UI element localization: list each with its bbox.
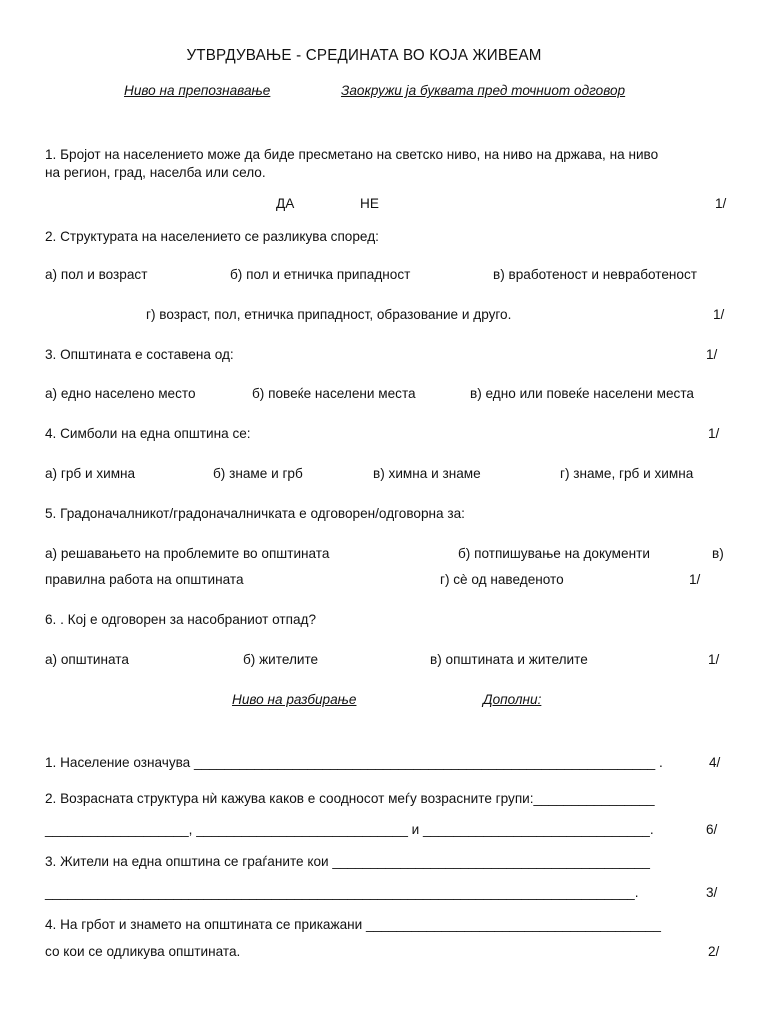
q6-points: 1/ — [708, 652, 720, 667]
q1-text-line1: 1. Бројот на населението може да биде пресметано на светско ниво, на ниво на држава, на ниво — [45, 147, 659, 162]
q1-option-no: НЕ — [360, 196, 379, 211]
q1-option-yes: ДА — [276, 196, 295, 211]
q6-option-b: б) жителите — [243, 652, 319, 667]
q3-option-b: б) повеќе населени места — [252, 386, 416, 401]
f2-points: 6/ — [706, 822, 718, 837]
q4-option-a: а) грб и химна — [45, 466, 136, 481]
f3-line1: 3. Жители на една општина се граѓаните кои __________________________________________ — [45, 854, 650, 869]
q3-option-a: а) едно населено место — [45, 386, 196, 401]
f4-points: 2/ — [708, 944, 720, 959]
f2-line1: 2. Возрасната структура нѝ кажува каков е соодносот меѓу возрасните групи:________________ — [45, 791, 655, 806]
q5-option-c-text: правилна работа на општината — [45, 572, 244, 587]
q6-option-a: а) општината — [45, 652, 129, 667]
f4-line1: 4. На грбот и знамето на општината се прикажани _______________________________________ — [45, 917, 661, 932]
f3-points: 3/ — [706, 885, 718, 900]
q5-option-d: г) сè од наведеното — [440, 572, 564, 587]
q5-points: 1/ — [689, 572, 701, 587]
section1-level: Ниво на препознавање — [124, 83, 271, 98]
q5-option-b: б) потпишување на документи — [458, 546, 650, 561]
q6-option-c: в) општината и жителите — [430, 652, 588, 667]
section1-instruction: Заокружи ја буквата пред точниот одговор — [341, 83, 626, 98]
section2-instruction: Дополни: — [483, 692, 542, 707]
q2-text: 2. Структурата на населението се разликува според: — [45, 229, 379, 244]
q4-option-d: г) знаме, грб и химна — [560, 466, 694, 481]
q3-points: 1/ — [706, 347, 718, 362]
q6-text: 6. . Кој е одговорен за насобраниот отпад? — [45, 612, 317, 627]
f4-line2: со кои се одликува општината. — [45, 944, 241, 959]
q1-points: 1/ — [715, 196, 727, 211]
q2-option-c: в) вработеност и невработеност — [493, 267, 697, 282]
q5-option-c-prefix: в) — [712, 546, 724, 561]
q4-option-c: в) химна и знаме — [373, 466, 481, 481]
q4-option-b: б) знаме и грб — [213, 466, 303, 481]
q2-option-d: г) возраст, пол, етничка припадност, образование и друго. — [146, 307, 512, 322]
page-title: УТВРДУВАЊЕ - СРЕДИНАТА ВО КОЈА ЖИВЕАМ — [186, 47, 542, 64]
q3-text: 3. Општината е составена од: — [45, 347, 234, 362]
q4-points: 1/ — [708, 426, 720, 441]
q5-option-a: а) решавањето на проблемите во општината — [45, 546, 330, 561]
q3-option-c: в) едно или повеќе населени места — [470, 386, 694, 401]
q1-text-line2: на регион, град, населба или село. — [45, 165, 266, 180]
q2-points: 1/ — [713, 307, 725, 322]
q5-text: 5. Градоначалникот/градоначалничката е одговорен/одговорна за: — [45, 506, 465, 521]
f1-text: 1. Население означува _____________________________________________________________ . — [45, 755, 663, 770]
section2-level: Ниво на разбирање — [232, 692, 357, 707]
f1-points: 4/ — [709, 755, 721, 770]
q2-option-b: б) пол и етничка припадност — [230, 267, 411, 282]
f2-line2: ___________________, ____________________________ и ______________________________. — [45, 822, 654, 837]
q4-text: 4. Симболи на една општина се: — [45, 426, 251, 441]
q2-option-a: а) пол и возраст — [45, 267, 148, 282]
f3-line2: ______________________________________________________________________________. — [45, 885, 639, 900]
